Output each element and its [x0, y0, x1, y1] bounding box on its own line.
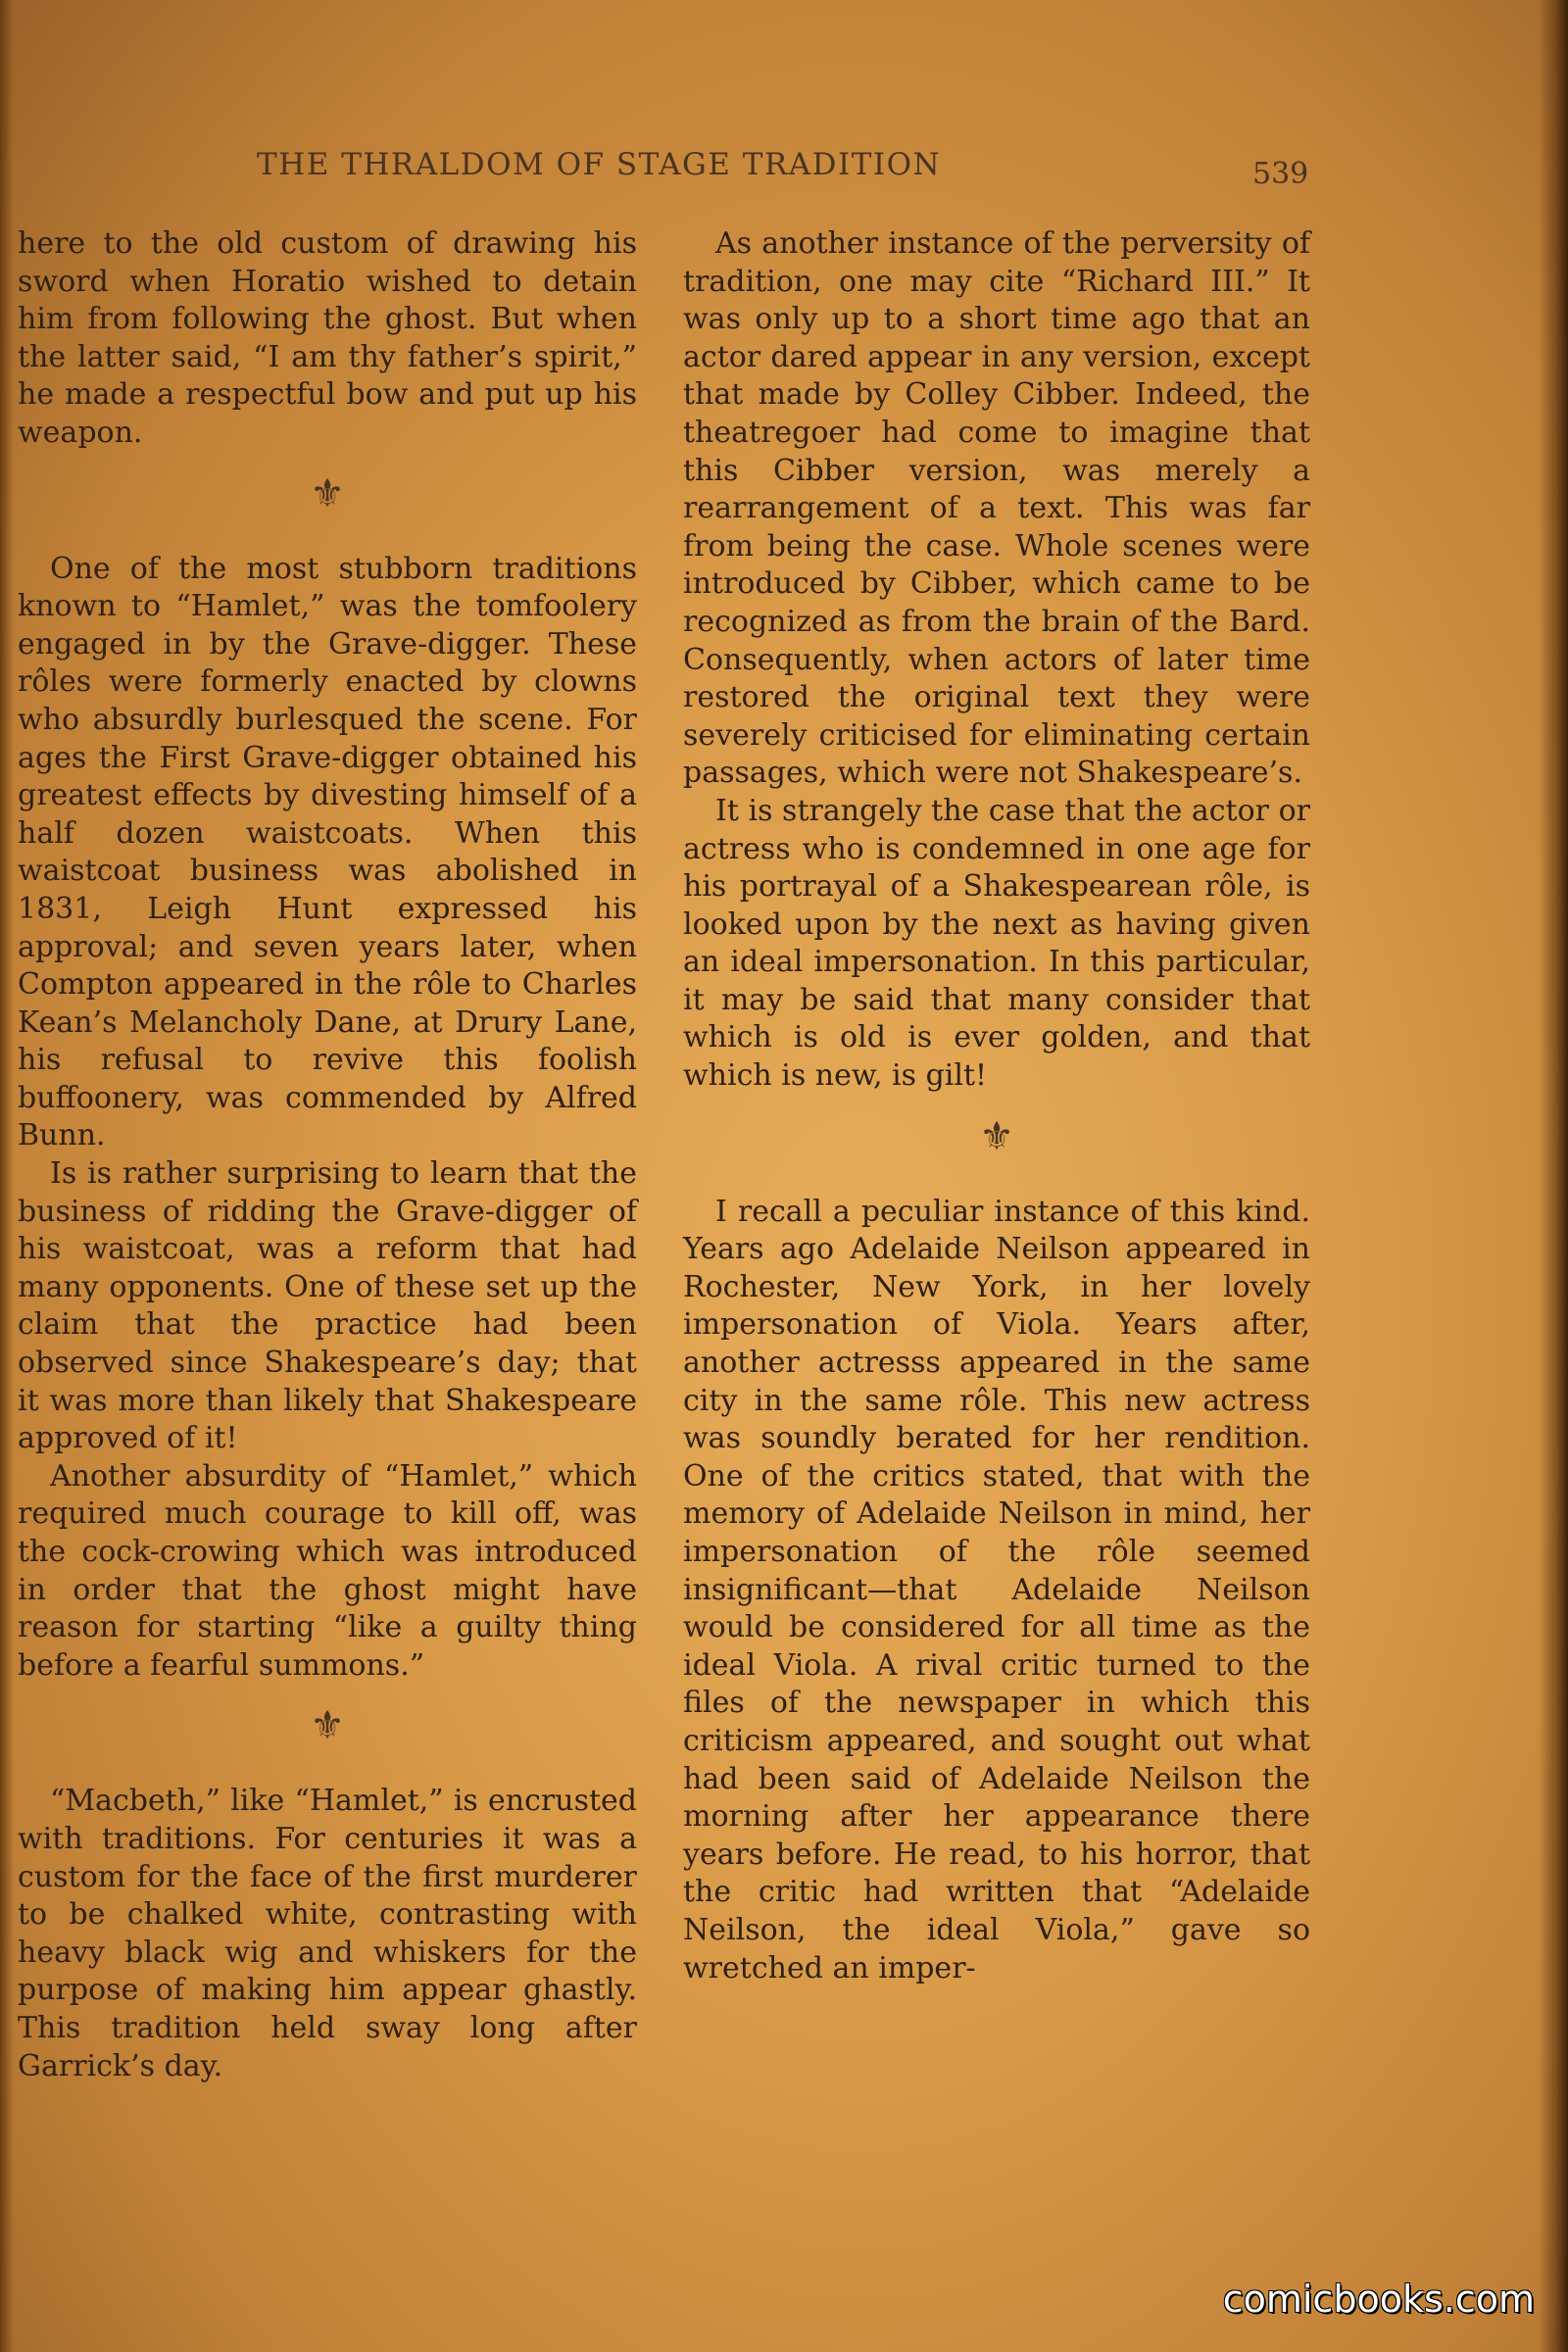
page-number: 539 [1252, 157, 1309, 191]
paragraph: here to the old custom of drawing his sword when Horatio wished to detain him from following the ghost. But when the latter said, “I am thy father’s spirit,” he made a respectful bow and put up his weapon. [18, 226, 637, 450]
fleuron-ornament-icon: ⚜ [979, 1113, 1014, 1159]
fleuron-ornament-icon: ⚜ [310, 1703, 345, 1749]
paragraph: “Macbeth,” like “Hamlet,” is encrusted with traditions. For centuries it was a custom for the face of the first murderer to be chalked white, contrasting with heavy black wig and whiskers for the purpose of making him appear ghastly. This tradition held sway long after Garrick’s day. [18, 1784, 637, 2083]
paragraph: As another instance of the perversity of tradition, one may cite “Richard III.” It was only up to a short time ago that an actor dared appear in any version, except that made by Colley Cibber. Indeed, the theatregoer had come to imagine that this Cibber version, was merely a rearrangement of a text. This was far from being the case. Whole scenes were introduced by Cibber, which came to be recognized as from the brain of the Bard. Consequently, when actors of later time restored the original text they were severely criticised for eliminating certain passages, which were not Shakespeare’s. [683, 226, 1310, 791]
paragraph: I recall a peculiar instance of this kind. Years ago Adelaide Neilson appeared in Rochester, New York, in her lovely impersonation of Viola. Years after, another actresss appeared in the same city in the same rôle. This new actress was soundly berated for her rendition. One of the critics stated, that with the memory of Adelaide Neilson in mind, her impersonation of the rôle seemed insignificant—that Adelaide Neilson would be considered for all time as the ideal Viola. A rival critic turned to the files of the newspaper in which this criticism appeared, and sought out what had been said of Adelaide Neilson the morning after her appearance there years before. He read, to his horror, that the critic had written that “Adelaide Neilson, the ideal Viola,” gave so wretched an imper- [683, 1194, 1310, 1985]
page-edge-shadow [1539, 0, 1568, 2352]
site-watermark: comicbooks.com [1222, 2278, 1535, 2321]
paragraph: Is is rather surprising to learn that the business of ridding the Grave-digger of his waistcoat, was a reform that had many opponents. One of these set up the claim that the practice had been observed since Shakespeare’s day; that it was more than likely that Shakespeare approved of it! [18, 1156, 637, 1456]
binding-shadow [0, 0, 14, 2352]
paragraph: Another absurdity of “Hamlet,” which required much courage to kill off, was the cock-crowing which was introduced in order that the ghost might have reason for starting “like a guilty thing before a fearful summons.” [18, 1458, 637, 1683]
fleuron-ornament-icon: ⚜ [310, 470, 345, 516]
paragraph: One of the most stubborn traditions known to “Hamlet,” was the tomfoolery engaged in by the Grave-digger. These rôles were formerly enacted by clowns who absurdly burlesqued the scene. For ages the First Grave-digger obtained his greatest effects by divesting himself of a half dozen waistcoats. When this waistcoat business was abolished in 1831, Leigh Hunt expressed his approval; and seven years later, when Compton appeared in the rôle to Charles Kean’s Melancholy Dane, at Drury Lane, his refusal to revive this foolish buffoonery, was commended by Alfred Bunn. [18, 551, 637, 1153]
paragraph: It is strangely the case that the actor or actress who is condemned in one age for his portrayal of a Shakespearean rôle, is looked upon by the next as having given an ideal impersonation. In this particular, it may be said that many consider that which is old is ever golden, and that which is new, is gilt! [683, 793, 1310, 1094]
right-column [683, 225, 1310, 1987]
running-title: THE THRALDOM OF STAGE TRADITION [257, 147, 942, 182]
left-column [18, 225, 637, 2085]
